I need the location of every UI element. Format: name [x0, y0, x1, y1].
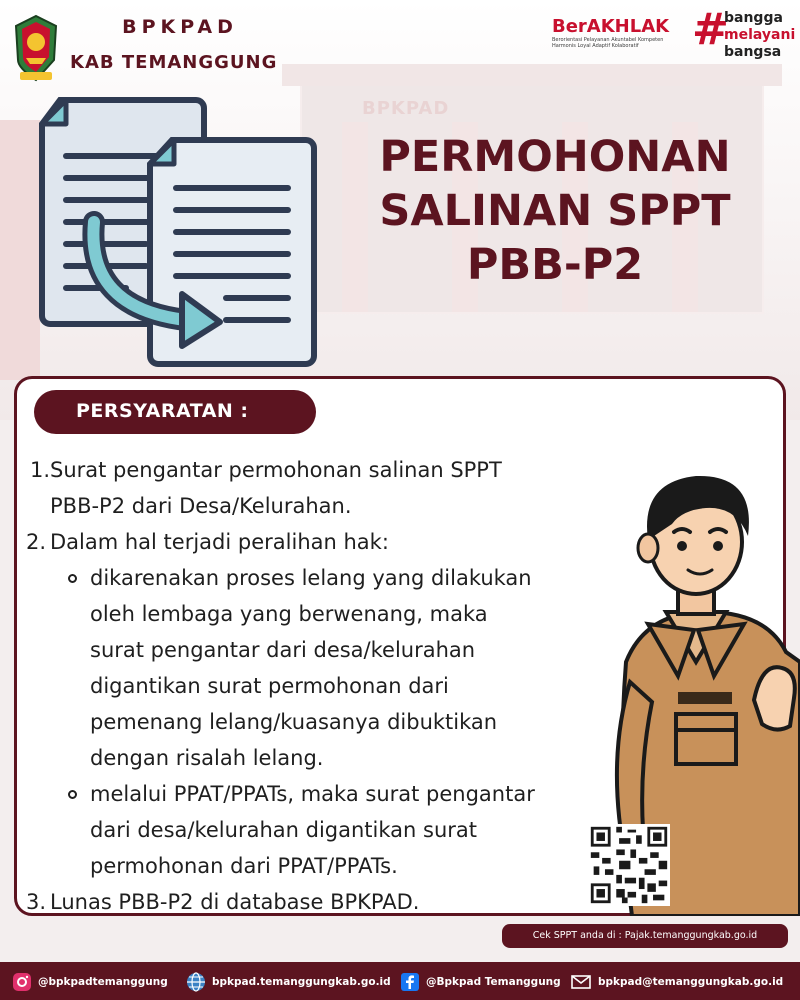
org-name-line1: BPKPAD — [122, 16, 238, 38]
document-copy-icon — [36, 94, 326, 374]
instagram-icon — [12, 972, 32, 992]
sub-item-1-line-2: oleh lembaga yang berwenang, maka — [90, 602, 488, 626]
hashtag-line-2: melayani — [724, 27, 796, 43]
hashtag-line-1: bangga — [724, 10, 783, 26]
globe-icon — [186, 972, 206, 992]
footer-instagram[interactable] — [12, 970, 168, 994]
berakhlak-word: BerAKHLAK — [552, 16, 670, 37]
sub-item-2-line-1: melalui PPAT/PPATs, maka surat pengantar — [90, 782, 535, 806]
title-line-3: PBB-P2 — [466, 240, 644, 290]
berakhlak-tagline-2: Harmonis Loyal Adaptif Kolaboratif — [552, 43, 639, 49]
footer-facebook[interactable] — [400, 970, 561, 994]
requirement-2-line-1: Dalam hal terjadi peralihan hak: — [50, 530, 389, 554]
sub-item-2-line-2: dari desa/kelurahan digantikan surat — [90, 818, 477, 842]
item-number: 3. — [26, 890, 47, 914]
bangga-melayani-bangsa-logo — [690, 4, 796, 64]
sub-item-1-line-5: pemenang lelang/kuasanya dibuktikan — [90, 710, 498, 734]
requirement-1-line-1: Surat pengantar permohonan salinan SPPT — [50, 458, 502, 482]
check-sppt-note[interactable]: Cek SPPT anda di : Pajak.temanggungkab.go.id — [502, 924, 788, 948]
org-name-line2: KAB TEMANGGUNG — [70, 52, 278, 73]
facebook-handle: @Bpkpad Temanggung — [426, 976, 561, 988]
sub-item-1-line-1: dikarenakan proses lelang yang dilakukan — [90, 566, 532, 590]
berakhlak-logo — [552, 16, 690, 49]
email-address: bpkpad@temanggungkab.go.id — [598, 976, 784, 988]
page-title — [330, 130, 780, 292]
bullet-circle-icon — [68, 574, 77, 583]
sub-item-1-line-3: surat pengantar dari desa/kelurahan — [90, 638, 476, 662]
hashtag-icon: # — [692, 4, 729, 55]
hashtag-line-3: bangsa — [724, 44, 782, 60]
footer-email[interactable] — [570, 970, 783, 994]
bullet-circle-icon — [68, 790, 77, 799]
regency-emblem-logo — [12, 14, 60, 84]
item-number: 2. — [26, 530, 47, 554]
footer-website[interactable] — [186, 970, 391, 994]
requirement-1-line-2: PBB-P2 dari Desa/Kelurahan. — [50, 494, 352, 518]
berakhlak-tagline-1: Berorientasi Pelayanan Akuntabel Kompeten — [552, 37, 664, 43]
title-line-1: PERMOHONAN — [379, 132, 731, 182]
sub-item-2-line-3: permohonan dari PPAT/PPATs. — [90, 854, 398, 878]
section-label: PERSYARATAN : — [76, 400, 249, 422]
sub-item-1-line-4: digantikan surat permohonan dari — [90, 674, 449, 698]
facebook-icon — [400, 972, 420, 992]
qr-code[interactable] — [588, 824, 670, 906]
sub-item-1-line-6: dengan risalah lelang. — [90, 746, 324, 770]
title-line-2: SALINAN SPPT — [379, 186, 731, 236]
requirement-3-line-1: Lunas PBB-P2 di database BPKPAD. — [50, 890, 420, 914]
instagram-handle: @bpkpadtemanggung — [38, 976, 168, 988]
mail-icon — [570, 972, 592, 992]
item-number: 1. — [30, 458, 51, 482]
website-url: bpkpad.temanggungkab.go.id — [212, 976, 391, 988]
background-photo: BPKPAD — [0, 0, 800, 1000]
